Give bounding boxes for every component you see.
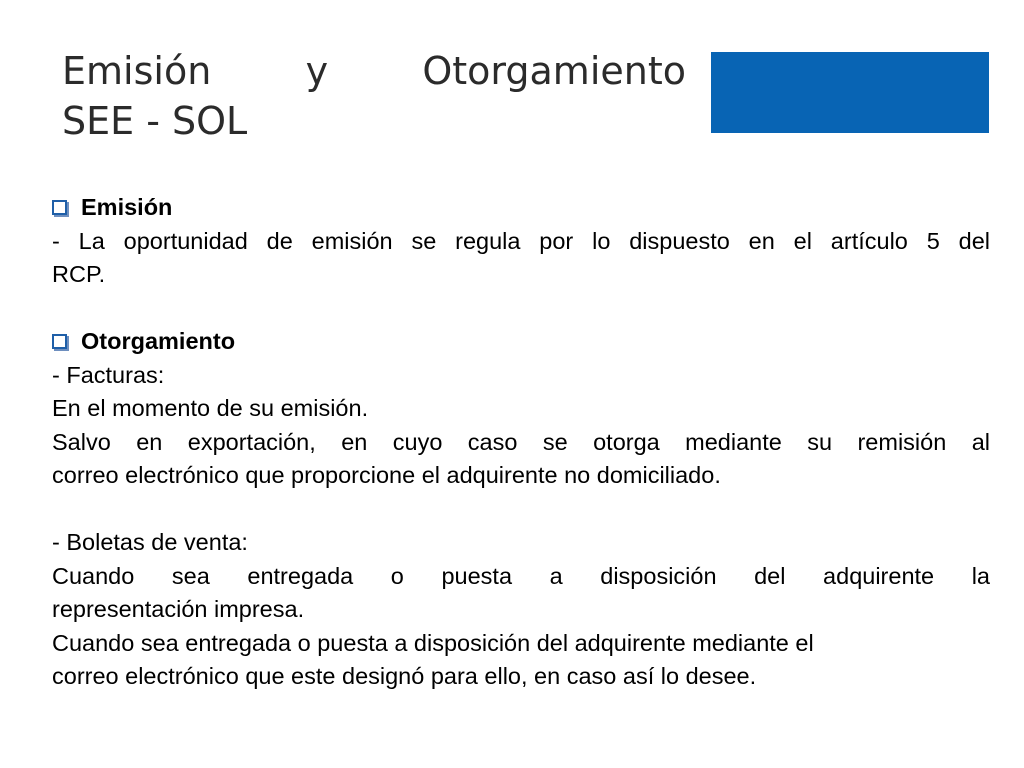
title-word-otorgamiento: Otorgamiento bbox=[422, 49, 686, 93]
spacer bbox=[52, 292, 990, 326]
checkbox-bullet-icon bbox=[52, 334, 67, 349]
boletas-line-1a: Cuando sea entregada o puesta a disposición del adquirente la bbox=[52, 562, 990, 589]
boletas-label: - Boletas de venta: bbox=[52, 529, 248, 555]
title-line-1 bbox=[62, 46, 686, 96]
spacer bbox=[52, 493, 990, 527]
title-line-2: SEE - SOL bbox=[62, 99, 248, 143]
slide-content bbox=[52, 191, 990, 694]
title-word-emision: Emisión bbox=[62, 49, 212, 93]
heading-emision-text: Emisión bbox=[81, 194, 173, 220]
checkbox-bullet-icon bbox=[52, 200, 67, 215]
boletas-line-2b: correo electrónico que este designó para ello, en caso así lo desee. bbox=[52, 663, 757, 689]
emision-text-line-2: RCP. bbox=[52, 261, 106, 287]
slide-title bbox=[62, 46, 686, 146]
section-heading-otorgamiento bbox=[52, 325, 990, 359]
facturas-label: - Facturas: bbox=[52, 361, 165, 388]
section-heading-emision bbox=[52, 191, 990, 225]
facturas-line-2b: correo electrónico que proporcione el adquirente no domiciliado. bbox=[52, 462, 721, 488]
accent-box bbox=[711, 52, 989, 133]
emision-text-line-1: - La oportunidad de emisión se regula por lo dispuesto en el artículo 5 del bbox=[52, 227, 990, 254]
facturas-line-1: En el momento de su emisión. bbox=[52, 395, 369, 421]
heading-otorgamiento-text: Otorgamiento bbox=[81, 328, 236, 354]
title-word-y: y bbox=[305, 49, 329, 93]
facturas-line-2a: Salvo en exportación, en cuyo caso se otorga mediante su remisión al bbox=[52, 428, 990, 455]
boletas-line-2a: Cuando sea entregada o puesta a disposición del adquirente mediante el bbox=[52, 629, 814, 656]
boletas-line-1b: representación impresa. bbox=[52, 596, 305, 622]
